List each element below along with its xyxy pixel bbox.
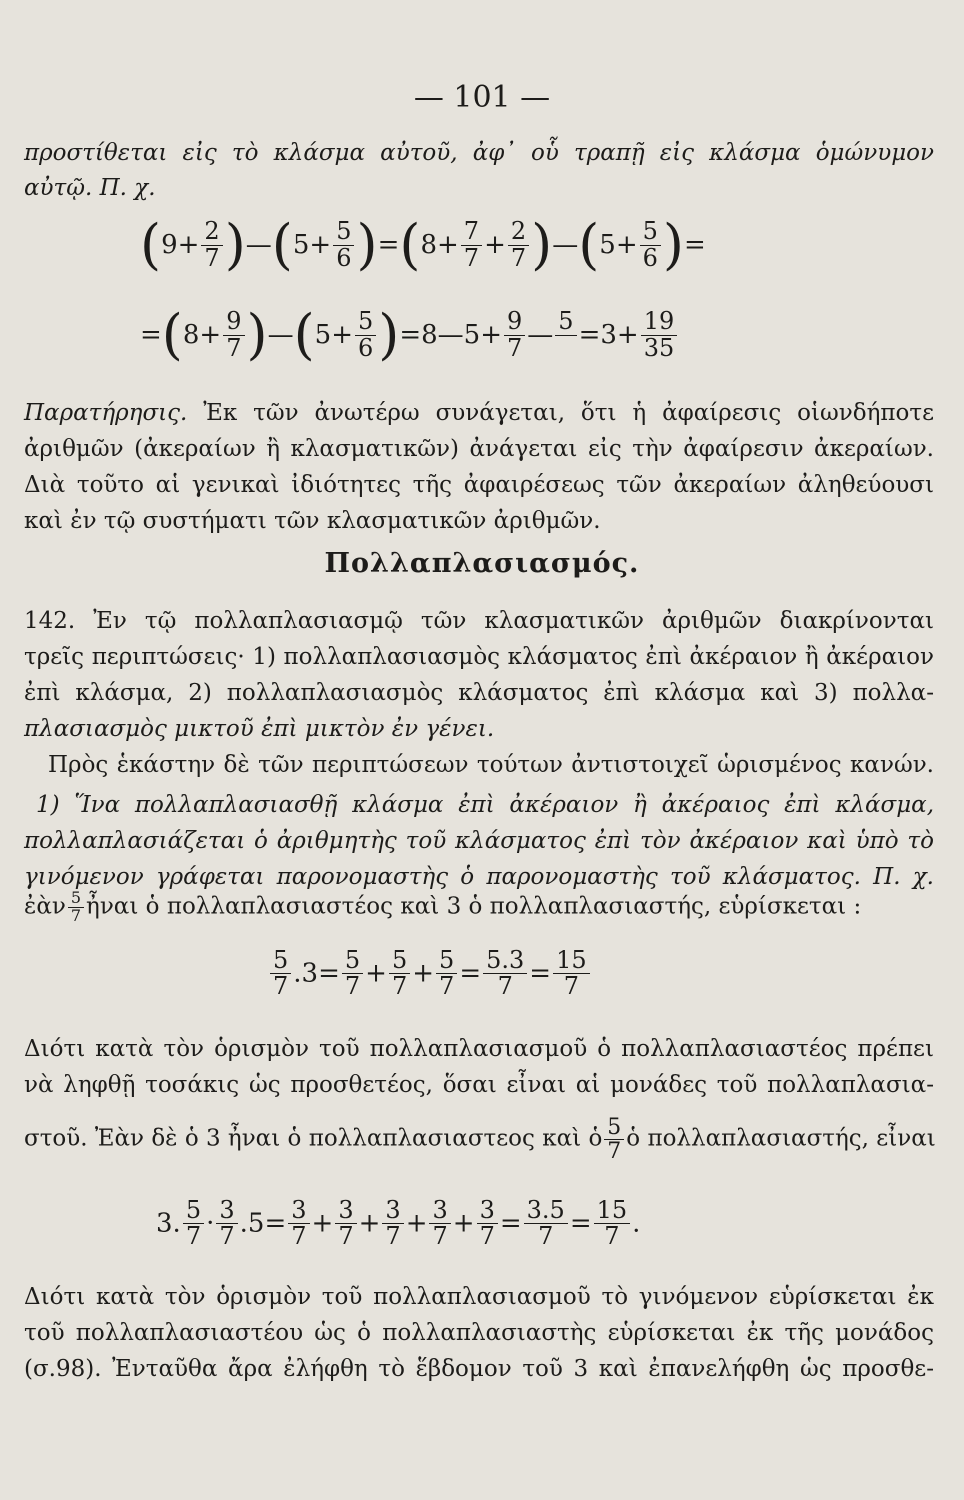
- eq3-frac-a: $\frac{5}{7}$: [270, 948, 291, 999]
- s142-line-1: 142. Ἐν τῷ πολλαπλασιασμῷ τῶν κλασματικῶν ἀριθμῶν διακρίνονται: [24, 608, 934, 634]
- equation-2: =(8+ $\frac{9}{7}$ )—(5+ $\frac{5}{6}$ )=8—5+ $\frac{9}{7}$ — 5 =3+ $\frac{19}{35}$: [140, 308, 679, 362]
- remark-line-1: Παρατήρησις. Ἐκ τῶν ἀνωτέρω συνάγεται, ὅτι ἡ ἀφαίρεσις οἱωνδήποτε: [24, 400, 935, 426]
- section-heading: Πολλαπλασιασμός.: [324, 548, 640, 579]
- expl1-line-1: Διότι κατὰ τὸν ὁρισμὸν τοῦ πολλαπλασιασμοῦ ὁ πολλαπλασιαστέος πρέπει: [24, 1036, 934, 1062]
- eq1-int-b: 5: [292, 230, 310, 260]
- remark-label: Παρατήρησις.: [24, 400, 188, 426]
- eq1-frac-b: $\frac{5}{6}$: [333, 219, 354, 270]
- rule-line-2: 1) Ἵνα πολλαπλασιασθῇ κλάσμα ἐπὶ ἀκέραιον ἢ ἀκέραιος ἐπὶ κλάσμα,: [36, 792, 934, 818]
- expl2-line-1: Διότι κατὰ τὸν ὁρισμὸν τοῦ πολλαπλασιασμοῦ τὸ γινόμενον εὑρίσκεται ἐκ: [24, 1284, 934, 1310]
- page-number: — 101 —: [413, 80, 551, 115]
- s142-line-4: πλασιασμὸς μικτοῦ ἐπὶ μικτὸν ἐν γένει.: [24, 716, 495, 742]
- paren-open: (: [140, 213, 162, 276]
- eq2-frac-a: $\frac{9}{7}$: [223, 309, 244, 360]
- eq3-frac-53: $\frac{5.3}{7}$: [483, 948, 527, 999]
- eq3-frac-15: $\frac{15}{7}$: [553, 948, 590, 999]
- equation-3: $\frac{5}{7}$ .3= $\frac{5}{7}$ + $\frac{5}{7}$ + $\frac{5}{7}$ = $\frac{5.3}{7}$ = $\frac{15}{7}$: [268, 948, 592, 999]
- eq1-frac-c: $\frac{7}{7}$: [461, 219, 482, 270]
- para1-line-2: αὐτῷ. Π. χ.: [24, 175, 156, 201]
- eq1-int-a: 9: [161, 230, 178, 260]
- eq1-frac-a: $\frac{2}{7}$: [201, 219, 222, 270]
- rule-line-3: πολλαπλασιάζεται ὁ ἀριθμητὴς τοῦ κλάσματος ἐπὶ τὸν ἀκέραιον καὶ ὑπὸ τὸ: [24, 828, 934, 854]
- remark-line-4: καὶ ἐν τῷ συστήματι τῶν κλασματικῶν ἀριθμῶν.: [24, 508, 601, 534]
- rule-line-4: γινόμενον γράφεται παρονομαστὴς ὁ παρονομαστὴς τοῦ κλάσματος. Π. χ.: [24, 864, 934, 890]
- remark-line-2: ἀριθμῶν (ἀκεραίων ἢ κλασματικῶν) ἀνάγεται εἰς τὴν ἀφαίρεσιν ἀκεραίων.: [24, 436, 934, 462]
- expl2-line-3: (σ.98). Ἐνταῦθα ἄρα ἐλήφθη τὸ ἕβδομον τοῦ 3 καὶ ἐπανελήφθη ὡς προσθε-: [24, 1356, 934, 1382]
- expl1-line-3: στοῦ. Ἐὰν δὲ ὁ 3 ἦναι ὁ πολλαπλασιαστεος καὶ ὁ $\frac{5}{7}$ ὁ πολλαπλασιαστής, εἶναι: [24, 1115, 936, 1165]
- equation-1: (9+ $\frac{2}{7}$ )—(5+ $\frac{5}{6}$ )=(8+ $\frac{7}{7}$ + $\frac{2}{7}$ )—(5+ $\frac{5}{6}$ )=: [140, 213, 706, 276]
- inline-frac-a: $\frac{5}{7}$: [68, 890, 84, 925]
- remark-line-3: Διὰ τοῦτο αἱ γενικαὶ ἰδιότητες τῆς ἀφαιρέσεως τῶν ἀκεραίων ἀληθεύουσι: [24, 472, 934, 498]
- para1-line-1: προστίθεται εἰς τὸ κλάσμα αὐτοῦ, ἀφ᾽ οὗ τραπῇ εἰς κλάσμα ὁμώνυμον: [24, 140, 934, 166]
- eq2-frac-e: $\frac{19}{35}$: [641, 309, 678, 360]
- eq4-frac-15: $\frac{15}{7}$: [594, 1198, 631, 1249]
- eq4-frac-35: $\frac{3.5}{7}$: [524, 1198, 568, 1249]
- expl2-line-2: τοῦ πολλαπλασιαστέου ὡς ὁ πολλαπλασιαστὴς εὑρίσκεται ἐκ τῆς μονάδος: [24, 1320, 934, 1346]
- eq1-int-c: 8: [420, 230, 437, 260]
- rule-line-5: ἐὰν $\frac{5}{7}$ ἦναι ὁ πολλαπλασιαστέος καὶ 3 ὁ πολλαπλασιαστής, εὑρίσκεται :: [24, 888, 862, 925]
- s142-line-3: ἐπὶ κλάσμα, 2) πολλαπλασιασμὸς κλάσματος ἐπὶ κλάσμα καὶ 3) πολλα-: [24, 680, 934, 706]
- eq1-int-d: 5: [599, 230, 616, 260]
- eq2-frac-c: $\frac{9}{7}$: [504, 309, 525, 360]
- rule-line-1: Πρὸς ἑκάστην δὲ τῶν περιπτώσεων τούτων ἀντιστοιχεῖ ὡρισμένος κανών.: [48, 752, 934, 778]
- eq2-frac-b: $\frac{5}{6}$: [355, 309, 376, 360]
- inline-frac-b: $\frac{5}{7}$: [604, 1116, 624, 1163]
- eq2-frac-d: 5: [555, 309, 576, 360]
- eq1-frac-e: $\frac{5}{6}$: [640, 219, 661, 270]
- eq1-frac-d: $\frac{2}{7}$: [508, 219, 529, 270]
- equation-4: 3. $\frac{5}{7}$ · $\frac{3}{7}$ .5= $\frac{3}{7}$ + $\frac{3}{7}$ + $\frac{3}{7}$ + $\frac{3}{7}$ + $\frac{3}{7}$ = $\frac{3.5}{7}$ = $\frac{15}{7}$ .: [156, 1196, 641, 1251]
- s142-line-2: τρεῖς περιπτώσεις· 1) πολλαπλασιασμὸς κλάσματος ἐπὶ ἀκέραιον ἢ ἀκέραιον: [24, 644, 934, 670]
- expl1-line-2: νὰ ληφθῇ τοσάκις ὡς προσθετέος, ὅσαι εἶναι αἱ μονάδες τοῦ πολλαπλασια-: [24, 1072, 934, 1098]
